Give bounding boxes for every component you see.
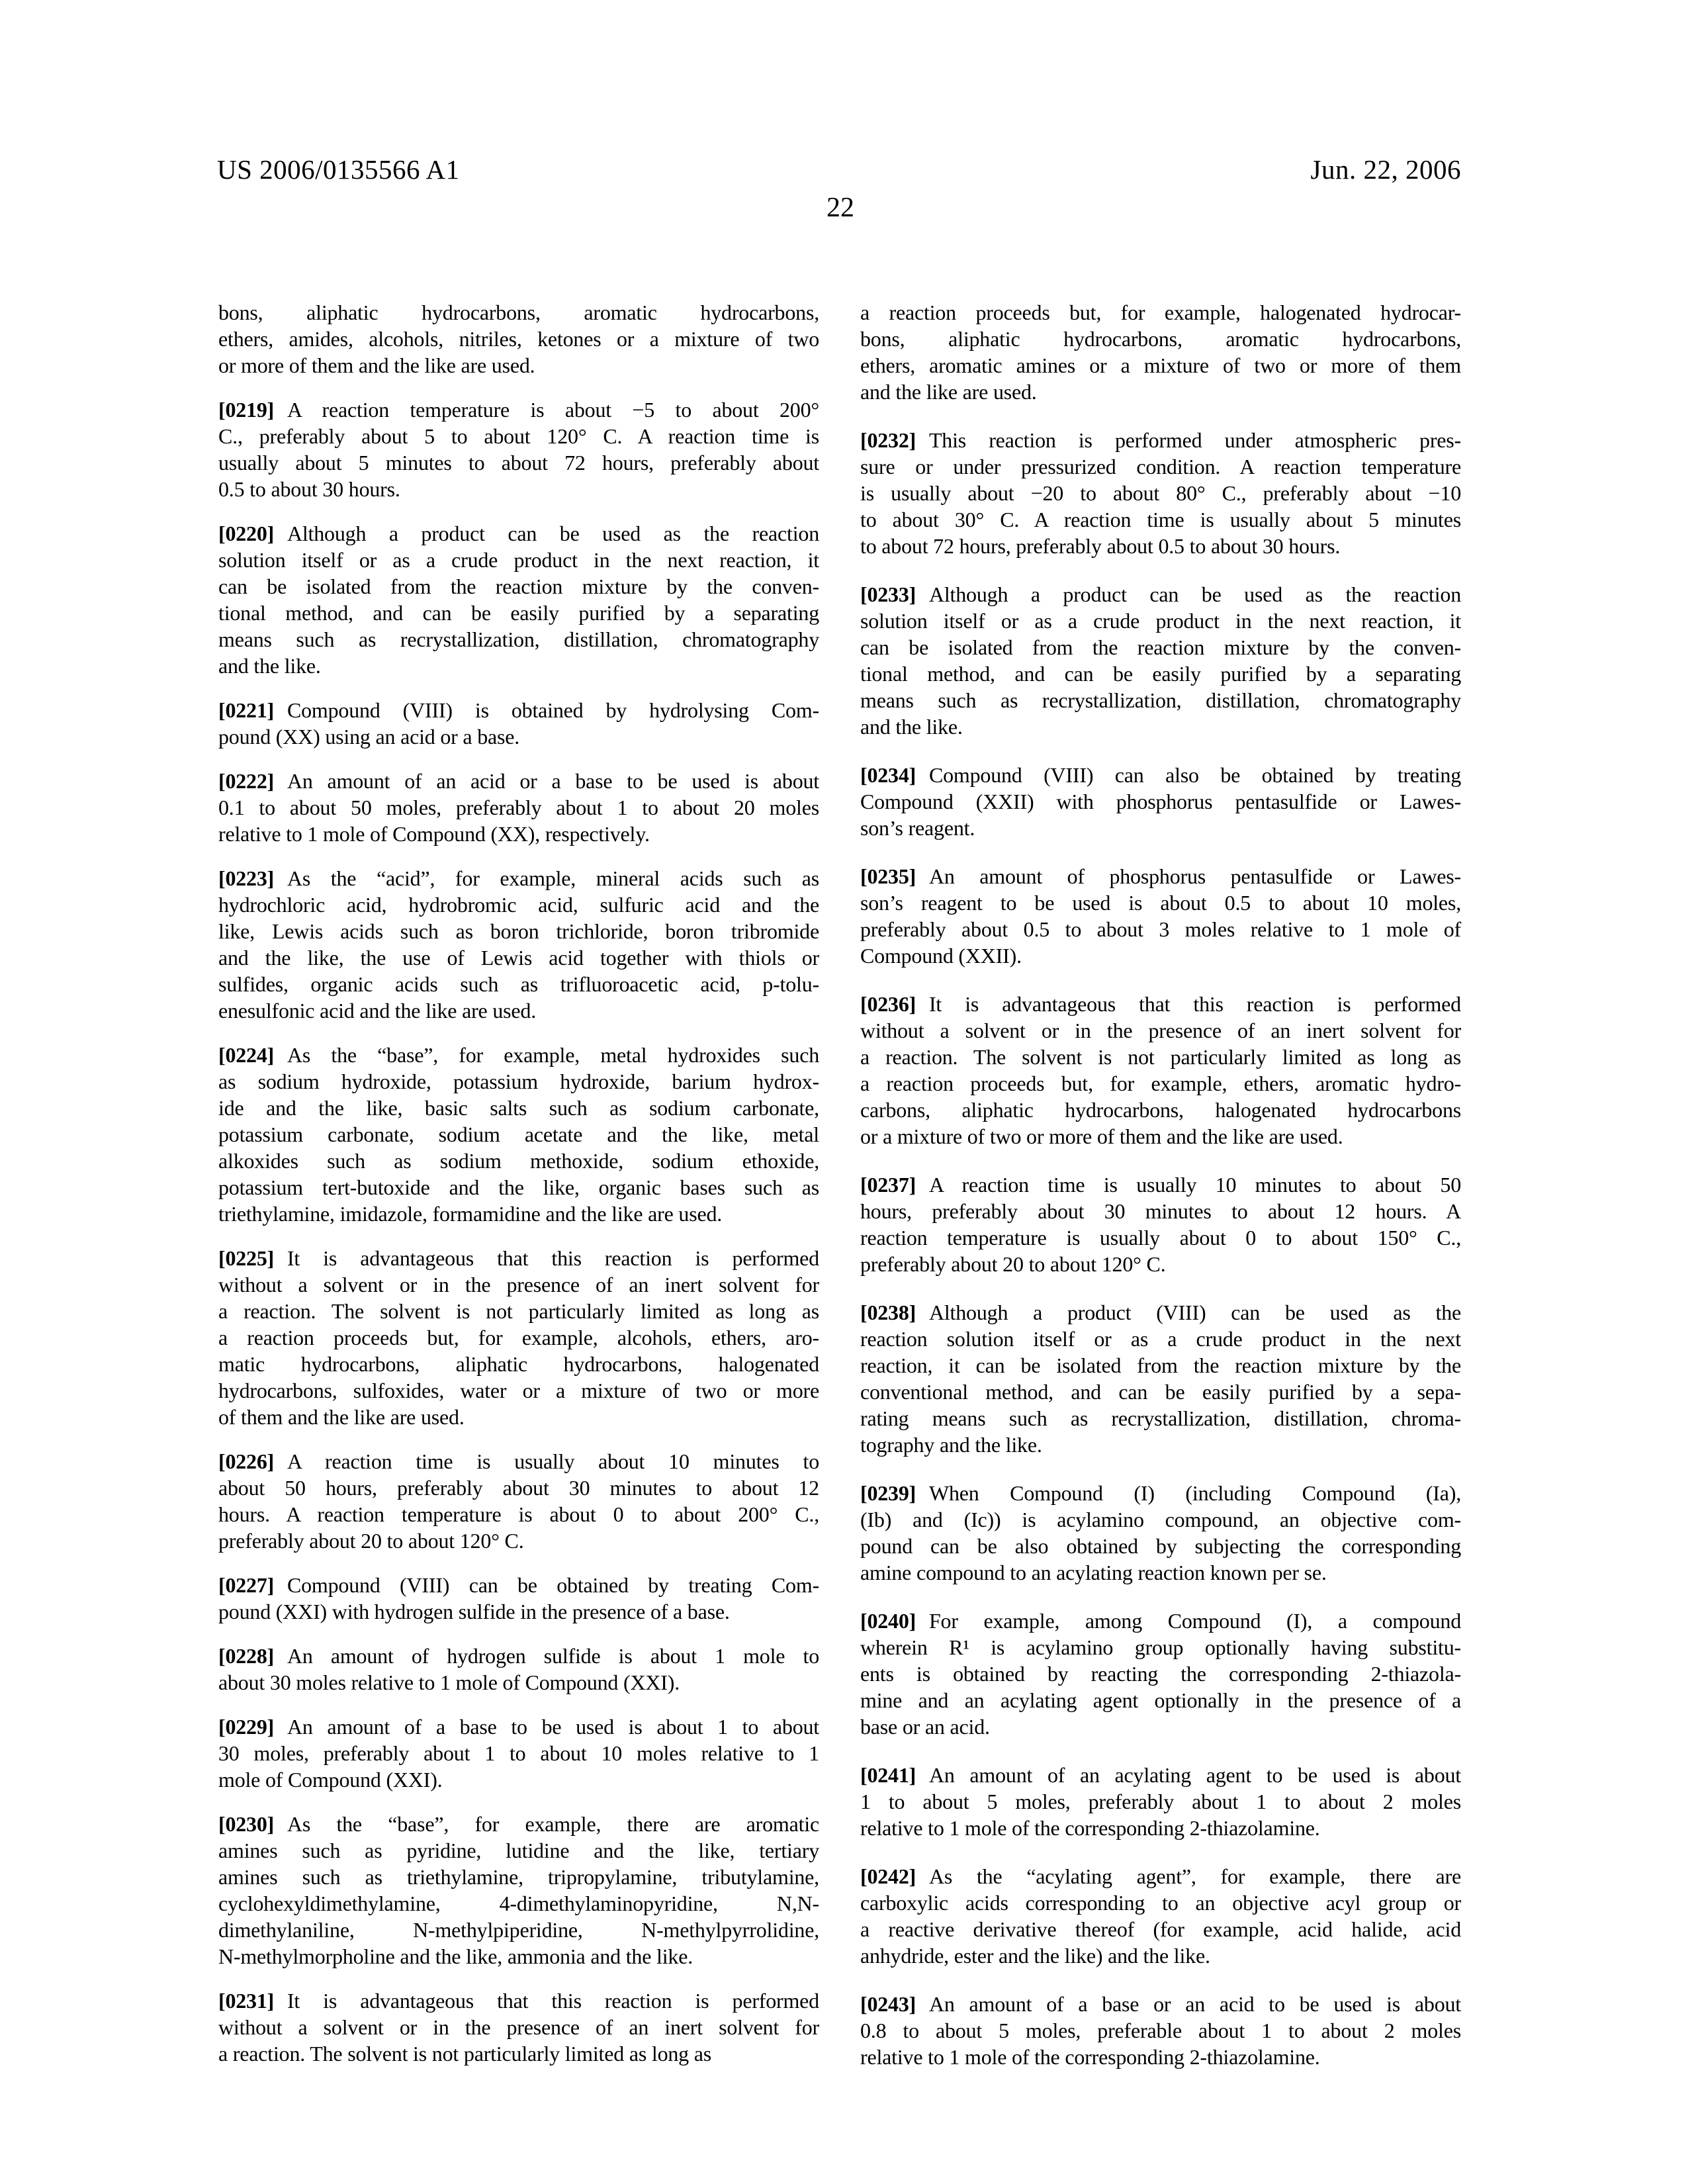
paragraph-0229: [0229] An amount of a base to be used is about 1 to about 30 moles, preferably about 1 to about 10 moles relative to 1 mole of Compound (XXI). bbox=[218, 1715, 819, 1792]
paragraph-continued-from-previous-page: bons, aliphatic hydrocarbons, aromatic hydrocarbons, ethers, amides, alcohols, nitriles, ketones or a mixture of two or more of them and the like are used. bbox=[218, 300, 819, 377]
paragraph-0240: [0240] For example, among Compound (I), a compound wherein R¹ is acylamino group optionally having substitu- ents is obtained by reacting the corresponding 2-thiazola- mine and an acylating agent optionally in the presence of a base or an acid. bbox=[860, 1609, 1461, 1739]
paragraph-0231: [0231] It is advantageous that this reaction is performed without a solvent or in the presence of an inert solvent for a reaction. The solvent is not particularly limited as long as bbox=[218, 1989, 819, 2066]
paragraph-0225: [0225] It is advantageous that this reaction is performed without a solvent or in the presence of an inert solvent for a reaction. The solvent is not particularly limited as long as a reaction proceeds but, for example, alcohols, ethers, aro- matic hydrocarbons, aliphatic hydrocarbons, halogenated hydrocarbons, sulfoxides, water or a mixture of two or more of them and the like are used. bbox=[218, 1246, 819, 1429]
paragraph-0219: [0219] A reaction temperature is about −5 to about 200° C., preferably about 5 to about 120° C. A reaction time is usually about 5 minutes to about 72 hours, preferably about 0.5 to about 30 hours. bbox=[218, 398, 819, 501]
paragraph-0237: [0237] A reaction time is usually 10 minutes to about 50 hours, preferably about 30 minutes to about 12 hours. A reaction temperature is usually about 0 to about 150° C., preferably about 20 to about 120° C. bbox=[860, 1173, 1461, 1276]
paragraph-0222: [0222] An amount of an acid or a base to be used is about 0.1 to about 50 moles, preferably about 1 to about 20 moles relative to 1 mole of Compound (XX), respectively. bbox=[218, 769, 819, 846]
paragraph-0224: [0224] As the “base”, for example, metal hydroxides such as sodium hydroxide, potassium hydroxide, barium hydrox- ide and the like, basic salts such as sodium carbonate, potassium carbonate, sodium acetate and the like, metal alkoxides such as sodium methoxide, sodium ethoxide, potassium tert-butoxide and the like, organic bases such as triethylamine, imidazole, formamidine and the like are used. bbox=[218, 1043, 819, 1226]
paragraph-continued-from-left-column: a reaction proceeds but, for example, halogenated hydrocar- bons, aliphatic hydrocarbons, aromatic hydrocarbons, ethers, aromatic amines or a mixture of two or more of them and the like are used. bbox=[860, 300, 1461, 404]
publication-date: Jun. 22, 2006 bbox=[1310, 154, 1461, 185]
paragraph-0220: [0220] Although a product can be used as the reaction solution itself or as a crude product in the next reaction, it can be isolated from the reaction mixture by the conven- tional method, and can be easily purified by a separating means such as recrystallization, distillation, chromatography and the like. bbox=[218, 522, 819, 678]
paragraph-0243: [0243] An amount of a base or an acid to be used is about 0.8 to about 5 moles, preferable about 1 to about 2 moles relative to 1 mole of the corresponding 2-thiazolamine. bbox=[860, 1992, 1461, 2069]
paragraph-0221: [0221] Compound (VIII) is obtained by hydrolysing Com- pound (XX) using an acid or a base. bbox=[218, 698, 819, 749]
paragraph-0238: [0238] Although a product (VIII) can be used as the reaction solution itself or as a crude product in the next reaction, it can be isolated from the reaction mixture by the conventional method, and can be easily purified by a sepa- rating means such as recrystallization, distillation, chroma- tography and the like. bbox=[860, 1300, 1461, 1457]
paragraph-0239: [0239] When Compound (I) (including Compound (Ia), (Ib) and (Ic)) is acylamino compound, an objective com- pound can be also obtained by subjecting the corresponding amine compound to an acylating reaction known per se. bbox=[860, 1481, 1461, 1584]
paragraph-0241: [0241] An amount of an acylating agent to be used is about 1 to about 5 moles, preferably about 1 to about 2 moles relative to 1 mole of the corresponding 2-thiazolamine. bbox=[860, 1763, 1461, 1840]
paragraph-0228: [0228] An amount of hydrogen sulfide is about 1 mole to about 30 moles relative to 1 mole of Compound (XXI). bbox=[218, 1644, 819, 1694]
paragraph-0226: [0226] A reaction time is usually about 10 minutes to about 50 hours, preferably about 30 minutes to about 12 hours. A reaction temperature is about 0 to about 200° C., preferably about 20 to about 120° C. bbox=[218, 1449, 819, 1553]
page-number: 22 bbox=[826, 193, 854, 223]
paragraph-0223: [0223] As the “acid”, for example, mineral acids such as hydrochloric acid, hydrobromic acid, sulfuric acid and the like, Lewis acids such as boron trichloride, boron tribromide and the like, the use of Lewis acid together with thiols or sulfides, organic acids such as trifluoroacetic acid, p-tolu- enesulfonic acid and the like are used. bbox=[218, 866, 819, 1023]
paragraph-0236: [0236] It is advantageous that this reaction is performed without a solvent or in the presence of an inert solvent for a reaction. The solvent is not particularly limited as long as a reaction proceeds but, for example, ethers, aromatic hydro- carbons, aliphatic hydrocarbons, halogenated hydrocarbons or a mixture of two or more of them and the like are used. bbox=[860, 992, 1461, 1148]
paragraph-0242: [0242] As the “acylating agent”, for example, there are carboxylic acids corresponding to an objective acyl group or a reactive derivative thereof (for example, acid halide, acid anhydride, ester and the like) and the like. bbox=[860, 1864, 1461, 1968]
right-column bbox=[860, 299, 1461, 2070]
paragraph-0232: [0232] This reaction is performed under atmospheric pres- sure or under pressurized condition. A reaction temperature is usually about −20 to about 80° C., preferably about −10 to about 30° C. A reaction time is usually about 5 minutes to about 72 hours, preferably about 0.5 to about 30 hours. bbox=[860, 428, 1461, 558]
left-column bbox=[218, 299, 819, 2067]
paragraph-0235: [0235] An amount of phosphorus pentasulfide or Lawes- son’s reagent to be used is about 0.5 to about 10 moles, preferably about 0.5 to about 3 moles relative to 1 mole of Compound (XXII). bbox=[860, 864, 1461, 968]
paragraph-0230: [0230] As the “base”, for example, there are aromatic amines such as pyridine, lutidine and the like, tertiary amines such as triethylamine, tripropylamine, tributylamine, cyclohexyldimethylamine, 4-dimethylaminopyridine, N,N- dimethylaniline, N-methylpiperidine, N-methylpyrrolidine, N-methylmorpholine and the like, ammonia and the like. bbox=[218, 1812, 819, 1968]
paragraph-0234: [0234] Compound (VIII) can also be obtained by treating Compound (XXII) with phosphorus pentasulfide or Lawes- son’s reagent. bbox=[860, 763, 1461, 840]
publication-number: US 2006/0135566 A1 bbox=[217, 154, 460, 185]
paragraph-0227: [0227] Compound (VIII) can be obtained by treating Com- pound (XXI) with hydrogen sulfide in the presence of a base. bbox=[218, 1573, 819, 1623]
paragraph-0233: [0233] Although a product can be used as the reaction solution itself or as a crude product in the next reaction, it can be isolated from the reaction mixture by the conven- tional method, and can be easily purified by a separating means such as recrystallization, distillation, chromatography and the like. bbox=[860, 582, 1461, 739]
